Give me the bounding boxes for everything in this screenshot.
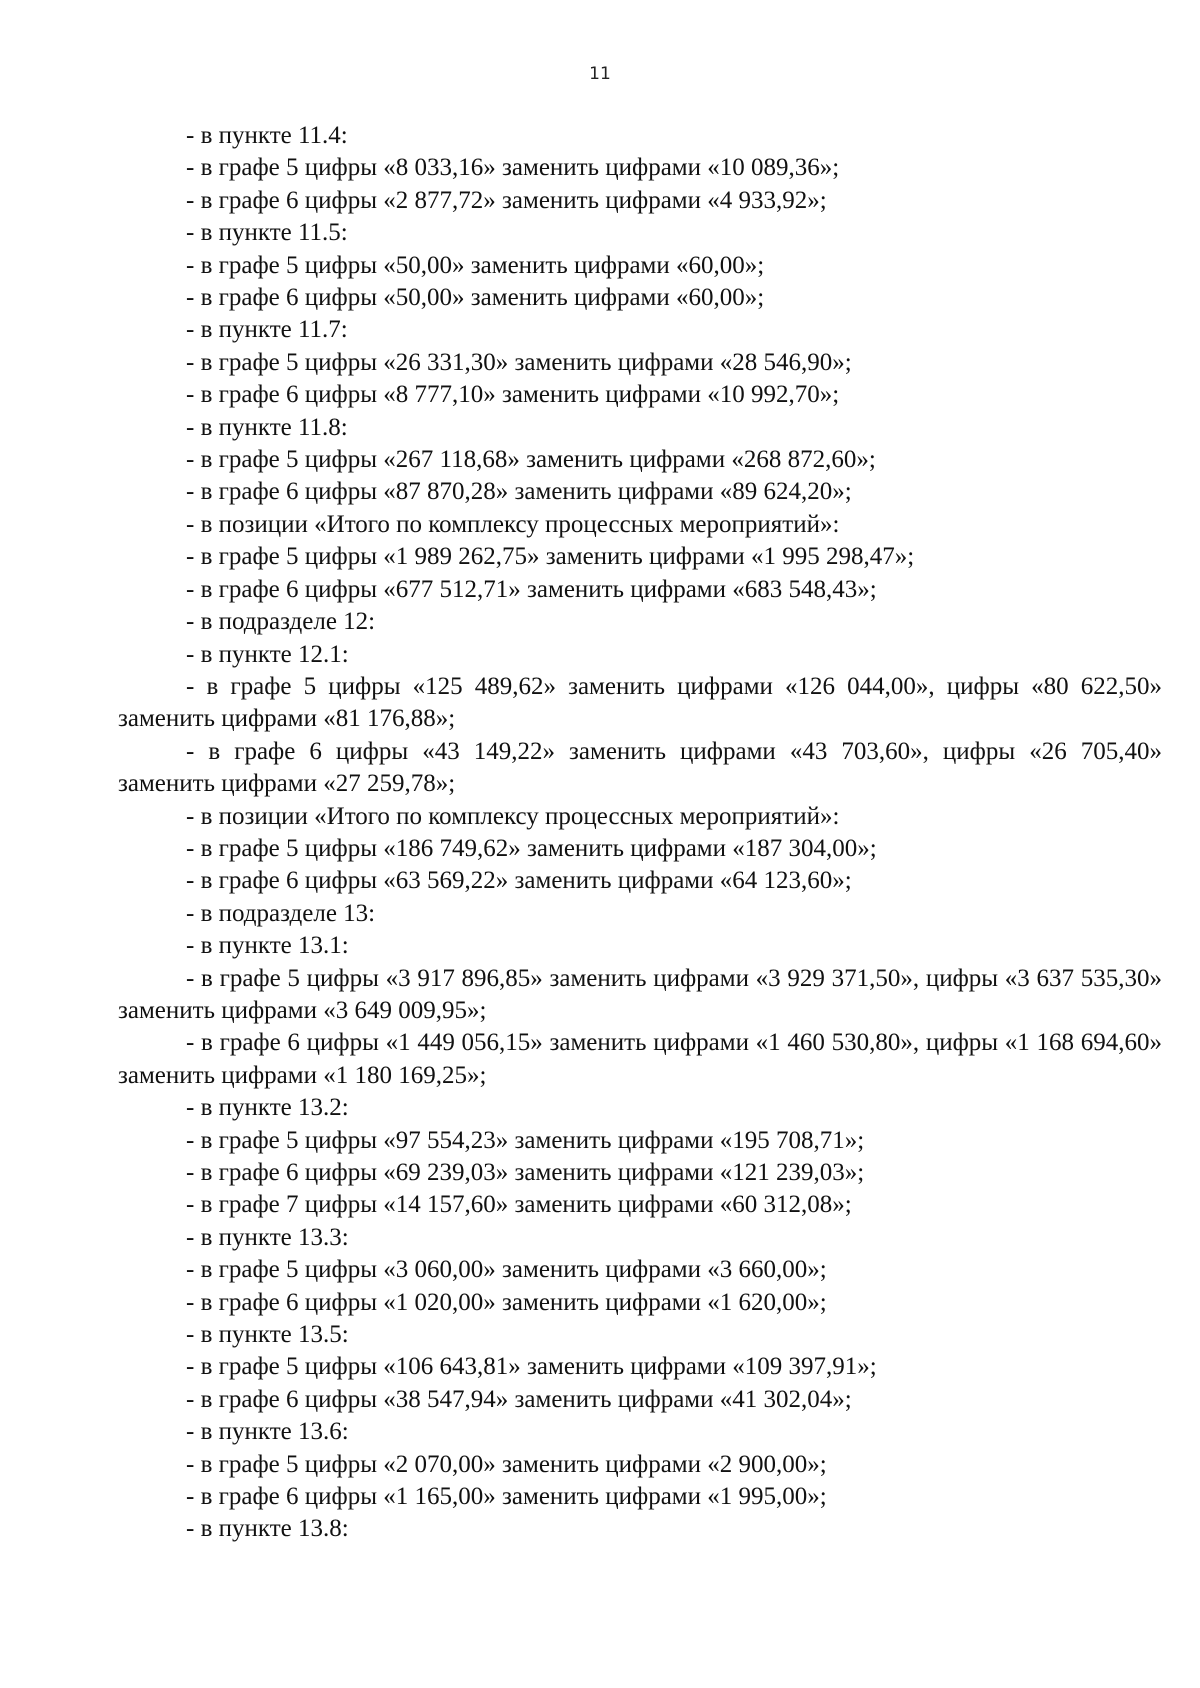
amendment-line: - в графе 5 цифры «8 033,16» заменить цифрами «10 089,36»;	[186, 154, 840, 182]
amendment-line: - в графе 5 цифры «267 118,68» заменить цифрами «268 872,60»;	[186, 446, 876, 474]
amendment-line: - в графе 5 цифры «106 643,81» заменить цифрами «109 397,91»;	[186, 1353, 877, 1381]
amendment-line: - в графе 5 цифры «97 554,23» заменить цифрами «195 708,71»;	[186, 1126, 865, 1154]
amendment-line: - в пункте 11.7:	[186, 316, 348, 344]
amendment-line: - в пункте 11.8:	[186, 413, 348, 441]
amendment-line: - в пункте 12.1:	[186, 640, 349, 668]
amendment-line: - в пункте 13.8:	[186, 1515, 349, 1543]
amendment-line: - в пункте 13.1:	[186, 932, 349, 960]
amendment-line: - в графе 5 цифры «50,00» заменить цифрами «60,00»;	[186, 251, 765, 279]
amendment-line: - в графе 6 цифры «2 877,72» заменить цифрами «4 933,92»;	[186, 186, 827, 214]
amendment-line: - в подразделе 13:	[186, 899, 376, 927]
amendment-line: - в графе 6 цифры «1 165,00» заменить цифрами «1 995,00»;	[186, 1483, 827, 1511]
amendment-line: - в позиции «Итого по комплексу процессных мероприятий»:	[186, 802, 840, 830]
amendment-line: - в графе 6 цифры «63 569,22» заменить цифрами «64 123,60»;	[186, 867, 852, 895]
amendment-paragraph: - в графе 5 цифры «125 489,62» заменить цифрами «126 044,00», цифры «80 622,50» заменить цифрами «81 176,88»;	[118, 672, 1162, 733]
amendment-line: - в графе 7 цифры «14 157,60» заменить цифрами «60 312,08»;	[186, 1191, 852, 1219]
amendment-line: - в графе 5 цифры «2 070,00» заменить цифрами «2 900,00»;	[186, 1450, 827, 1478]
amendment-line: - в графе 6 цифры «69 239,03» заменить цифрами «121 239,03»;	[186, 1159, 865, 1186]
amendment-line: - в пункте 13.5:	[186, 1321, 349, 1349]
amendment-line: - в пункте 11.4:	[186, 122, 348, 149]
amendment-line: - в графе 6 цифры «38 547,94» заменить цифрами «41 302,04»;	[186, 1385, 852, 1413]
amendment-line: - в графе 5 цифры «26 331,30» заменить цифрами «28 546,90»;	[186, 348, 852, 376]
amendment-line: - в позиции «Итого по комплексу процессных мероприятий»:	[186, 510, 840, 538]
amendment-line: - в пункте 13.2:	[186, 1094, 349, 1122]
amendment-line: - в графе 6 цифры «8 777,10» заменить цифрами «10 992,70»;	[186, 381, 840, 409]
document-body	[118, 120, 1162, 1546]
amendment-line: - в подразделе 12:	[186, 608, 376, 636]
amendment-line: - в графе 5 цифры «3 060,00» заменить цифрами «3 660,00»;	[186, 1256, 827, 1284]
amendment-line: - в графе 6 цифры «87 870,28» заменить цифрами «89 624,20»;	[186, 478, 852, 506]
amendment-line: - в пункте 13.3:	[186, 1223, 349, 1251]
amendment-line: - в графе 6 цифры «677 512,71» заменить цифрами «683 548,43»;	[186, 575, 877, 603]
amendment-line: - в графе 5 цифры «1 989 262,75» заменить цифрами «1 995 298,47»;	[186, 543, 915, 571]
amendment-paragraph: - в графе 5 цифры «3 917 896,85» заменить цифрами «3 929 371,50», цифры «3 637 535,30» заменить цифрами «3 649 009,95»;	[118, 964, 1162, 1024]
amendment-line: - в пункте 13.6:	[186, 1418, 349, 1446]
amendment-line: - в пункте 11.5:	[186, 219, 348, 247]
amendment-line: - в графе 6 цифры «50,00» заменить цифрами «60,00»;	[186, 284, 765, 312]
amendment-line: - в графе 6 цифры «1 020,00» заменить цифрами «1 620,00»;	[186, 1288, 827, 1316]
amendment-paragraph: - в графе 6 цифры «1 449 056,15» заменить цифрами «1 460 530,80», цифры «1 168 694,60» заменить цифрами «1 180 169,25»;	[118, 1029, 1162, 1089]
amendment-paragraph: - в графе 6 цифры «43 149,22» заменить цифрами «43 703,60», цифры «26 705,40» заменить цифрами «27 259,78»;	[118, 737, 1162, 798]
page-number: 11	[589, 64, 611, 84]
amendment-line: - в графе 5 цифры «186 749,62» заменить цифрами «187 304,00»;	[186, 834, 877, 862]
